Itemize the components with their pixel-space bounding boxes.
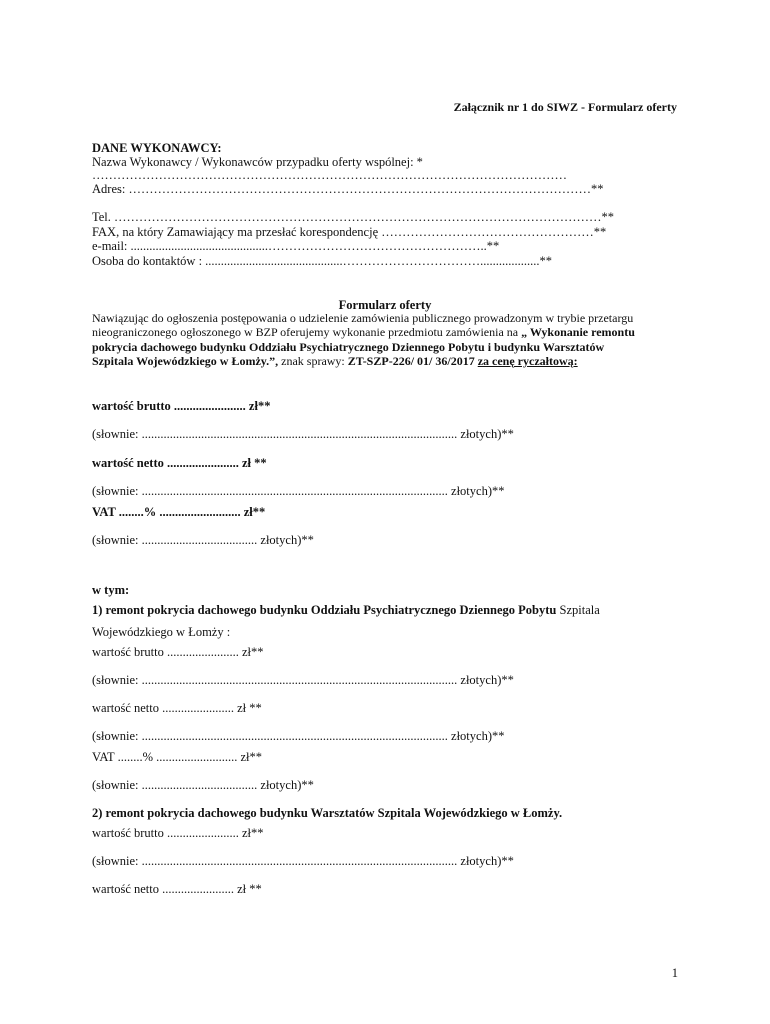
total-netto: wartość netto ....................... zł ** [92, 456, 267, 470]
item1-brutto: wartość brutto ....................... zł** [92, 645, 264, 659]
item1-brutto-words: (słownie: ..................................................................................................... złotych)** [92, 673, 514, 687]
contractor-tel: Tel. ………………………………………………………………………………………………………** [92, 210, 615, 224]
item1-title-line2-text: Wojewódzkiego w Łomży : [92, 625, 231, 639]
contractor-name-dots: …………………………………………………………………………………………………… [92, 168, 567, 182]
item1-netto: wartość netto ....................... zł ** [92, 701, 262, 715]
offer-intro-line4 [92, 354, 578, 369]
offer-intro-line4-plain: znak sprawy: [278, 354, 348, 368]
item2-netto: wartość netto ....................... zł ** [92, 882, 262, 896]
item1-title-line2 [92, 625, 230, 640]
total-vat-words: (słownie: ..................................... złotych)** [92, 533, 314, 547]
offer-intro-line2 [92, 325, 635, 340]
item1-vat: VAT ........% .......................... zł** [92, 750, 263, 764]
item1-title [92, 603, 600, 618]
item1-title-bold: 1) remont pokrycia dachowego budynku Oddziału Psychiatrycznego Dziennego Pobytu [92, 603, 557, 617]
item2-brutto: wartość brutto ....................... zł** [92, 826, 264, 840]
item1-vat-words: (słownie: ..................................... złotych)** [92, 778, 314, 792]
offer-intro-line2-plain: nieograniczonego ogłoszonego w BZP oferujemy wykonanie przedmiotu zamówienia na [92, 325, 522, 339]
item1-title-plain: Szpitala [556, 603, 600, 617]
including-label: w tym: [92, 583, 130, 597]
attachment-header: Załącznik nr 1 do SIWZ - Formularz oferty [453, 100, 677, 114]
contractor-address: Adres: …………………………………………………………………………………………………** [92, 182, 604, 196]
total-vat: VAT ........% .......................... zł** [92, 505, 266, 519]
total-brutto-words: (słownie: ..................................................................................................... złotych)** [92, 427, 514, 441]
item1-netto-words: (słownie: .................................................................................................. złotych)** [92, 729, 505, 743]
offer-intro-line1: Nawiązując do ogłoszenia postępowania o udzielenie zamówienia publicznego prowadzonym w trybie przetargu [92, 311, 634, 325]
offer-intro-line4-bold: Szpitala Wojewódzkiego w Łomży.”, [92, 354, 279, 368]
contractor-email: e-mail: ............................................……………………………………………..** [92, 239, 500, 253]
offer-title: Formularz oferty [338, 298, 432, 312]
contractor-name-label: Nazwa Wykonawcy / Wykonawców przypadku oferty wspólnej: * [92, 155, 423, 169]
contractor-heading: DANE WYKONAWCY: [92, 141, 222, 155]
contractor-contact: Osoba do kontaktów : ............................................……………………………...................** [92, 254, 553, 268]
total-brutto: wartość brutto ....................... zł** [92, 399, 271, 413]
price-type: za cenę ryczałtową: [477, 354, 578, 368]
offer-intro-line3: pokrycia dachowego budynku Oddziału Psychiatrycznego Dziennego Pobytu i budynku Warsztatów [92, 340, 605, 354]
case-number: ZT-SZP-226/ 01/ 36/2017 [347, 354, 475, 368]
page-number: 1 [671, 966, 678, 980]
offer-intro-line2-bold: „ Wykonanie remontu [521, 325, 635, 339]
total-netto-words: (słownie: .................................................................................................. złotych)** [92, 484, 505, 498]
item2-brutto-words: (słownie: ..................................................................................................... złotych)** [92, 854, 514, 868]
contractor-fax: FAX, na który Zamawiający ma przesłać korespondencję ……………………………………………** [92, 225, 607, 239]
item2-title: 2) remont pokrycia dachowego budynku Warsztatów Szpitala Wojewódzkiego w Łomży. [92, 806, 563, 820]
